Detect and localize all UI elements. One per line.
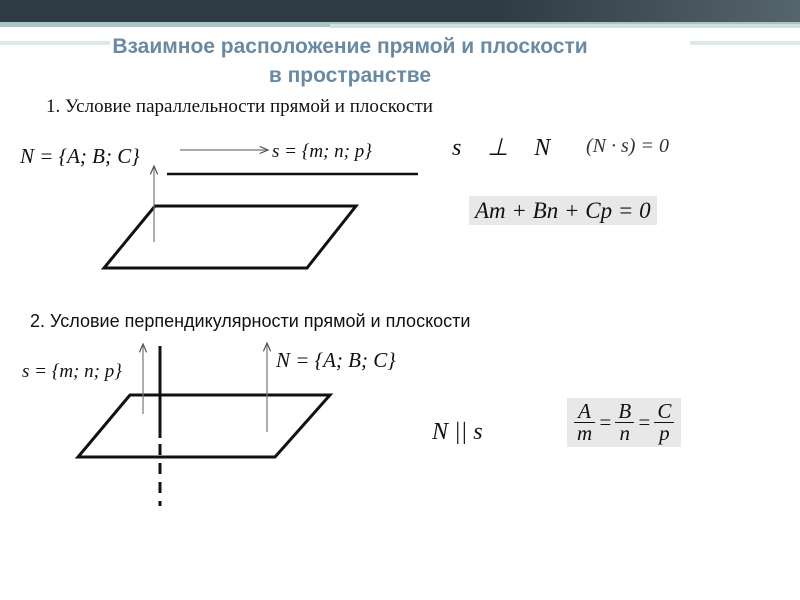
perpendicular-relation bbox=[452, 136, 560, 160]
dot-product bbox=[586, 136, 669, 156]
fraction-b-numerator: B bbox=[615, 401, 634, 423]
parallel-condition-formula: Am + Bn + Cp = 0 bbox=[475, 198, 651, 223]
fraction-a-m bbox=[574, 401, 595, 444]
perpendicular-relation-formula: s ⊥ N bbox=[452, 135, 561, 161]
parallel-vectors-formula: N || s bbox=[432, 419, 483, 445]
fraction-b-n bbox=[615, 401, 634, 444]
slide-title-line-2: в пространстве bbox=[268, 64, 432, 87]
normal-vector-formula-1: N = {A; B; C} bbox=[20, 144, 140, 168]
fraction-c-p bbox=[654, 401, 674, 444]
fraction-b-denominator: n bbox=[619, 421, 630, 445]
fraction-a-denominator: m bbox=[577, 421, 593, 445]
parallel-condition-equation bbox=[469, 196, 657, 225]
proportion-condition bbox=[567, 398, 681, 447]
direction-vector-label-2 bbox=[22, 362, 122, 381]
equals-sign-1: = bbox=[598, 410, 613, 434]
fraction-c-denominator: p bbox=[659, 421, 670, 445]
equals-sign-2: = bbox=[637, 410, 652, 434]
fraction-a-numerator: A bbox=[574, 401, 595, 423]
normal-vector-label-1 bbox=[20, 146, 140, 167]
direction-vector-formula-2: s = {m; n; p} bbox=[22, 361, 122, 382]
section-2-heading: 2. Условие перпендикулярности прямой и плоскости bbox=[30, 311, 471, 331]
fraction-c-numerator: C bbox=[654, 401, 674, 423]
section-1-heading: 1. Условие параллельности прямой и плоскости bbox=[46, 96, 433, 117]
direction-vector-label-1 bbox=[272, 142, 372, 161]
plane-2 bbox=[78, 395, 330, 457]
parallel-vectors-relation bbox=[432, 420, 483, 444]
plane-1 bbox=[104, 206, 356, 268]
normal-vector-label-2 bbox=[276, 350, 396, 371]
normal-vector-formula-2: N = {A; B; C} bbox=[276, 348, 396, 372]
slide-title-line-1: Взаимное расположение прямой и плоскости bbox=[112, 35, 588, 58]
direction-vector-formula-1: s = {m; n; p} bbox=[272, 141, 372, 162]
dot-product-formula: (N · s) = 0 bbox=[586, 135, 669, 157]
